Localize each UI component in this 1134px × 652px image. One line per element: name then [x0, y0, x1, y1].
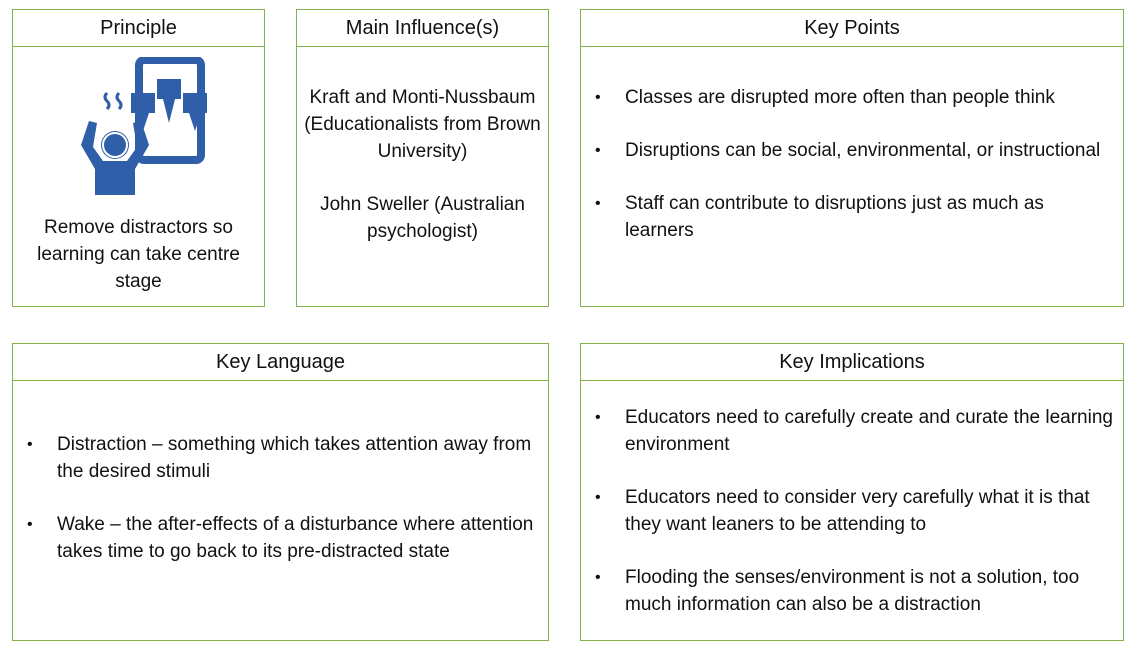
- bullet-icon: •: [595, 89, 601, 106]
- list-item: • Distraction – something which takes attention away from the desired stimuli: [21, 431, 538, 485]
- bullet-icon: •: [27, 516, 33, 533]
- influence-item: John Sweller (Australian psychologist): [320, 194, 525, 242]
- key-points-header: Key Points: [581, 10, 1123, 47]
- list-item: • Educators need to carefully create and curate the learning environment: [589, 404, 1113, 458]
- principle-header: Principle: [13, 10, 264, 47]
- principle-panel: [12, 9, 265, 307]
- list-item: • Wake – the after-effects of a disturbance where attention takes time to go back to its pre-distracted state: [21, 511, 538, 565]
- list-item: • Staff can contribute to disruptions just as much as learners: [589, 190, 1113, 244]
- key-points-panel: [580, 9, 1124, 307]
- principle-text: Remove distractors so learning can take centre stage: [37, 217, 240, 292]
- bullet-icon: •: [595, 195, 601, 212]
- list-item: • Classes are disrupted more often than people think: [589, 84, 1113, 111]
- bullet-icon: •: [595, 409, 601, 426]
- key-language-list: [21, 431, 538, 565]
- bullet-icon: •: [27, 436, 33, 453]
- influence-list: [303, 84, 542, 245]
- list-item: • Flooding the senses/environment is not a solution, too much information can also be a distraction: [589, 564, 1113, 618]
- influence-header: Main Influence(s): [297, 10, 548, 47]
- list-item: • Disruptions can be social, environmental, or instructional: [589, 137, 1113, 164]
- influence-panel: [296, 9, 549, 307]
- key-language-panel: [12, 343, 549, 641]
- key-implications-header: Key Implications: [581, 344, 1123, 381]
- list-item: • Educators need to consider very carefully what it is that they want leaners to be attending to: [589, 484, 1113, 538]
- distracted-person-with-board-icon: [73, 57, 213, 197]
- bullet-icon: •: [595, 569, 601, 586]
- bullet-icon: •: [595, 142, 601, 159]
- key-language-header: Key Language: [13, 344, 548, 381]
- key-points-list: [589, 84, 1113, 244]
- key-implications-panel: [580, 343, 1124, 641]
- key-implications-list: [589, 404, 1113, 618]
- bullet-icon: •: [595, 489, 601, 506]
- influence-item: Kraft and Monti-Nussbaum (Educationalists from Brown University): [304, 87, 541, 162]
